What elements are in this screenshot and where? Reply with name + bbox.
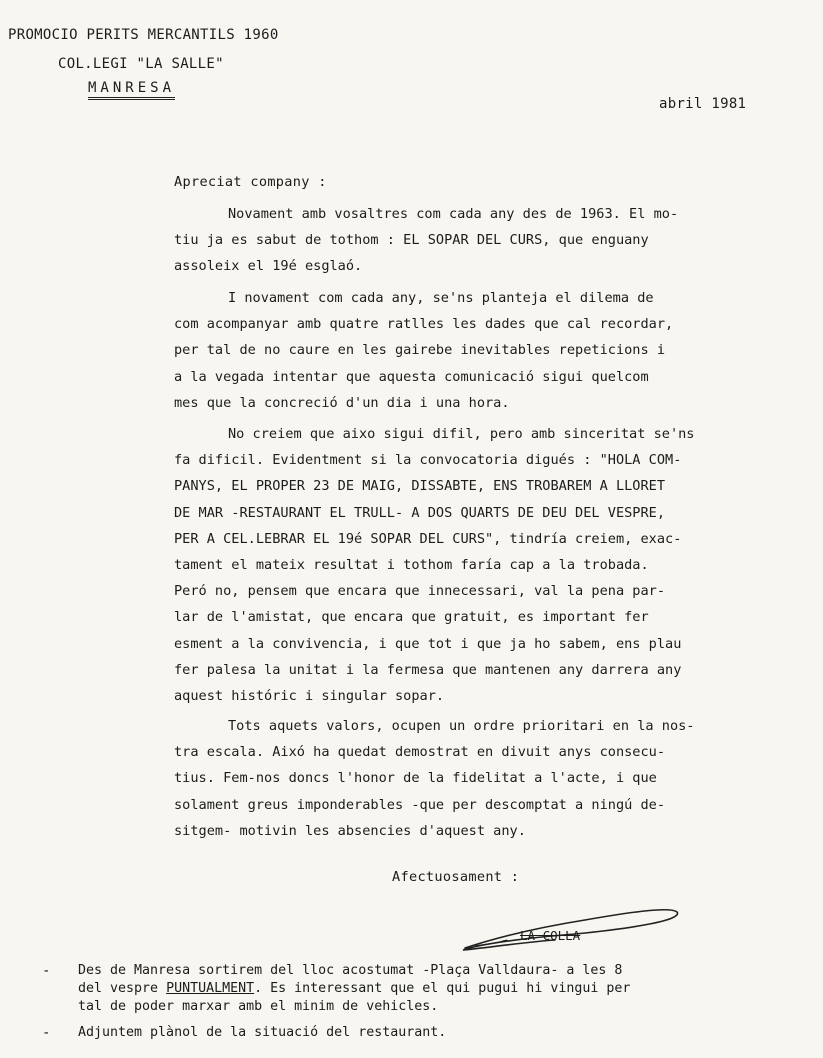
paragraph-2 [174, 285, 814, 416]
note-map [78, 1024, 808, 1042]
paragraph-line: tament el mateix resultat i tothom faría cap a la trobada. [174, 557, 649, 574]
closing: Afectuosament : [392, 869, 520, 885]
paragraph-line: com acompanyar amb quatre ratlles les dades que cal recordar, [174, 316, 674, 333]
school-heading: COL.LEGI "LA SALLE" [58, 56, 224, 72]
note-text: del vespre [78, 981, 167, 996]
punctual-emphasis: PUNTUALMENT [166, 981, 255, 996]
paragraph-line: sitgem- motivin les absencies d'aquest any. [174, 822, 526, 839]
note-line: Adjuntem plànol de la situació del restaurant. [78, 1025, 447, 1040]
paragraph-line: Tots aquets valors, ocupen un ordre prioritari en la nos- [228, 718, 695, 734]
letter-date: abril 1981 [659, 96, 747, 112]
city-name: MANRESA [88, 80, 175, 100]
paragraph-3 [174, 421, 814, 709]
paragraph-line: mes que la concreció d'un dia i una hora. [174, 394, 510, 411]
paragraph-line: per tal de no caure en les gairebe inevitables repeticions i [174, 342, 666, 359]
city-heading [88, 80, 175, 96]
signature-text: LA COLLA [520, 928, 581, 943]
paragraph-line: esment a la convivencia, i que tot i que ja ho sabem, ens plau [174, 635, 682, 652]
paragraph-line: a la vegada intentar que aquesta comunicació sigui quelcom [174, 368, 649, 385]
note-departure [78, 962, 808, 1016]
paragraph-line: Novament amb vosaltres com cada any des de 1963. El mo- [228, 206, 679, 222]
note-bullet: - [42, 1025, 51, 1041]
paragraph-line: tra escala. Aixó ha quedat demostrat en divuit anys consecu- [174, 744, 666, 761]
paragraph-line: lar de l'amistat, que encara que gratuit, es important fer [174, 609, 649, 626]
paragraph-line: solament greus imponderables -que per descomptat a ningú de- [174, 796, 666, 813]
paragraph-line: PER A CEL.LEBRAR EL 19é SOPAR DEL CURS", tindría creiem, exac- [174, 530, 682, 547]
paragraph-1 [174, 201, 814, 280]
paragraph-line: fa dificil. Evidentment si la convocatoria digués : "HOLA COM- [174, 452, 682, 469]
paragraph-line: aquest históric i singular sopar. [174, 688, 445, 705]
paragraph-line: Peró no, pensem que encara que innecessari, val la pena par- [174, 583, 666, 600]
salutation: Apreciat company : [174, 174, 327, 190]
note-line [78, 980, 808, 998]
paragraph-line: tiu ja es sabut de tothom : EL SOPAR DEL CURS, que enguany [174, 232, 649, 249]
paragraph-line: DE MAR -RESTAURANT EL TRULL- A DOS QUARTS DE DEU DEL VESPRE, [174, 504, 666, 521]
paragraph-line: I novament com cada any, se'ns planteja el dilema de [228, 290, 654, 306]
note-line: tal de poder marxar amb el minim de vehicles. [78, 999, 439, 1014]
paragraph-4 [174, 713, 814, 844]
note-text: . Es interessant que el qui pugui hi vingui per [254, 981, 631, 996]
paragraph-line: assoleix el 19é esglaó. [174, 258, 363, 275]
note-line: Des de Manresa sortirem del lloc acostumat -Plaça Valldaura- a les 8 [78, 963, 623, 978]
org-heading: PROMOCIO PERITS MERCANTILS 1960 [8, 27, 279, 43]
paragraph-line: PANYS, EL PROPER 23 DE MAIG, DISSABTE, ENS TROBAREM A LLORET [174, 478, 666, 495]
paragraph-line: fer palesa la unitat i la fermesa que mantenen any darrera any [174, 661, 682, 678]
note-bullet: - [42, 963, 51, 979]
paragraph-line: No creiem que aixo sigui difil, pero amb sinceritat se'ns [228, 426, 695, 442]
paragraph-line: tius. Fem-nos doncs l'honor de la fidelitat a l'acte, i que [174, 770, 657, 787]
